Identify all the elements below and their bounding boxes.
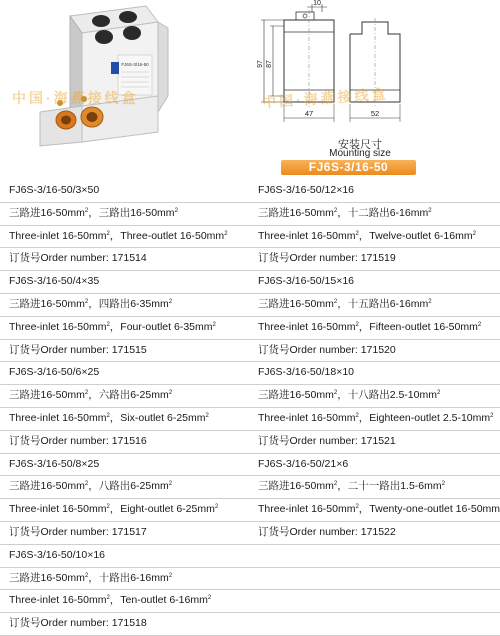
cell-text-rest: ，二十一路出1.5-6mm: [337, 480, 442, 493]
cell-text-rest: ，三路出16-50mm: [88, 206, 175, 219]
right-cell: [250, 385, 500, 407]
cell-text: 三路进16-50mm: [258, 389, 334, 402]
cell-text: Three-inlet 16-50mm: [258, 320, 356, 333]
right-cell: [250, 340, 500, 362]
cell-text-rest: ，十五路出6-16mm: [337, 297, 429, 310]
cell-superscript: 2: [84, 390, 89, 397]
photo-label-text: FJ6S-3/16-50: [121, 62, 149, 67]
right-cell: [250, 180, 500, 202]
cell-superscript: 2: [168, 572, 173, 579]
table-row: [0, 499, 500, 522]
cell-text-rest: ，六路出6-25mm: [88, 389, 169, 402]
cell-text-rest: ，八路出6-25mm: [88, 480, 169, 493]
left-cell: [0, 362, 250, 384]
cell-text-rest: ，Twelve-outlet 6-16mm: [358, 229, 473, 242]
right-cell: [250, 203, 500, 225]
mounting-label-cn: 安装尺寸: [338, 139, 382, 151]
cell-superscript: 2: [355, 230, 359, 237]
cell-text: Three-inlet 16-50mm: [9, 503, 107, 516]
right-cell: [250, 499, 500, 521]
cell-text: FJ6S-3/16-50/3×50: [9, 184, 100, 196]
cell-superscript: 2: [490, 412, 494, 419]
cell-superscript: 2: [333, 207, 338, 214]
table-row: [0, 408, 500, 431]
cell-text-rest: ，Eighteen-outlet 2.5-10mm: [358, 411, 491, 424]
table-row: [0, 454, 500, 477]
dim-top: 10: [313, 0, 321, 7]
cell-superscript: 2: [477, 321, 482, 328]
right-cell: [250, 317, 500, 339]
cell-superscript: 2: [333, 298, 338, 305]
left-cell: [0, 271, 250, 293]
table-row: [0, 271, 500, 294]
cell-text: 订货号Order number: 171522: [258, 525, 396, 538]
right-cell: [250, 454, 500, 476]
right-cell: [250, 568, 500, 590]
cell-text: 三路进16-50mm: [9, 571, 85, 584]
left-cell: [0, 317, 250, 339]
cell-text: FJ6S-3/16-50/12×16: [258, 184, 355, 196]
cell-text: FJ6S-3/16-50/21×6: [258, 457, 349, 470]
cell-text-rest: ，Ten-outlet 6-16mm: [109, 594, 208, 607]
table-row: [0, 476, 500, 499]
right-cell: [250, 590, 500, 612]
cell-superscript: 2: [174, 207, 178, 214]
left-cell: [0, 226, 250, 248]
left-cell: [0, 431, 250, 453]
left-cell: [0, 248, 250, 270]
table-row: [0, 226, 500, 249]
right-cell: [250, 248, 500, 270]
cell-text: 三路进16-50mm: [9, 297, 85, 310]
cell-text-rest: ，十八路出2.5-10mm: [337, 389, 437, 402]
cell-superscript: 2: [214, 504, 219, 511]
cell-superscript: 2: [355, 504, 359, 511]
dim-height-inner: 87: [266, 60, 273, 68]
cell-text: FJ6S-3/16-50/15×16: [258, 275, 355, 288]
table-row: [0, 294, 500, 317]
table-row: [0, 385, 500, 408]
cell-text: 三路进16-50mm: [258, 480, 334, 493]
cell-text: Three-inlet 16-50mm: [9, 411, 107, 424]
table-row: [0, 431, 500, 454]
cell-superscript: 2: [207, 595, 212, 602]
cell-text-rest: ，Eight-outlet 6-25mm: [109, 503, 215, 516]
cell-text: 订货号Order number: 171515: [9, 343, 147, 356]
watermark: 中国·海燕接线盒: [261, 85, 390, 111]
cell-text: 三路进16-50mm: [9, 480, 85, 493]
spec-table: [0, 180, 500, 636]
table-row: [0, 340, 500, 363]
right-cell: [250, 476, 500, 498]
left-cell: [0, 385, 250, 407]
right-cell: [250, 545, 500, 567]
cell-text: FJ6S-3/16-50/8×25: [9, 457, 100, 470]
cell-text: 订货号Order number: 171514: [9, 252, 147, 265]
cell-superscript: 2: [428, 207, 432, 214]
cell-text: Three-inlet 16-50mm: [9, 229, 107, 242]
cell-text: 三路进16-50mm: [258, 297, 334, 310]
left-cell: [0, 568, 250, 590]
cell-superscript: 2: [84, 481, 89, 488]
cell-text: FJ6S-3/16-50/18×10: [258, 366, 355, 379]
cell-superscript: 2: [224, 230, 228, 237]
cell-superscript: 2: [106, 321, 110, 328]
table-row: [0, 362, 500, 385]
right-cell: [250, 613, 500, 635]
mounting-label-en: Mounting size: [329, 148, 391, 159]
right-cell: [250, 431, 500, 453]
cell-superscript: 2: [428, 298, 432, 305]
cell-superscript: 2: [106, 504, 110, 511]
cell-text-rest: ，Four-outlet 6-35mm: [109, 320, 213, 333]
cell-text: Three-inlet 16-50mm: [258, 229, 356, 242]
cell-text: 三路进16-50mm: [258, 206, 334, 219]
cell-text: 订货号Order number: 171519: [258, 252, 396, 265]
table-row: [0, 522, 500, 545]
cell-text-rest: ，十二路出6-16mm: [337, 206, 429, 219]
left-cell: [0, 294, 250, 316]
right-cell: [250, 226, 500, 248]
cell-superscript: 2: [106, 412, 110, 419]
left-cell: [0, 522, 250, 544]
left-cell: [0, 203, 250, 225]
model-badge: FJ6S-3/16-50: [281, 160, 416, 175]
cell-text-rest: ，Twenty-one-outlet 16-50mm: [358, 503, 500, 516]
left-cell: [0, 613, 250, 635]
cell-superscript: 2: [205, 412, 209, 419]
cell-text-rest: ，四路出6-35mm: [88, 297, 169, 310]
cell-superscript: 2: [84, 207, 89, 214]
dim-height-outer: 97: [257, 60, 264, 68]
left-cell: [0, 454, 250, 476]
left-cell: [0, 499, 250, 521]
table-row: [0, 248, 500, 271]
cell-superscript: 2: [168, 481, 173, 488]
cell-text: 三路进16-50mm: [9, 206, 85, 219]
dim-width-side: 52: [370, 109, 380, 118]
watermark: 中国·海燕接线盒: [12, 90, 139, 106]
cell-text-rest: ，Three-outlet 16-50mm: [109, 229, 225, 242]
dim-width-front: 47: [304, 109, 314, 118]
cell-text: 订货号Order number: 171520: [258, 343, 396, 356]
cell-superscript: 2: [355, 412, 359, 419]
cell-text: FJ6S-3/16-50/4×35: [9, 275, 100, 288]
table-row: [0, 590, 500, 613]
table-row: [0, 568, 500, 591]
cell-text: 订货号Order number: 171521: [258, 434, 396, 447]
cell-text: 订货号Order number: 171518: [9, 617, 147, 630]
right-cell: [250, 362, 500, 384]
right-cell: [250, 408, 500, 430]
cell-text: 订货号Order number: 171517: [9, 525, 147, 538]
cell-text-rest: ，十路出6-16mm: [88, 571, 169, 584]
left-cell: [0, 340, 250, 362]
left-cell: [0, 180, 250, 202]
right-cell: [250, 522, 500, 544]
mounting-drawing: [252, 0, 500, 135]
table-row: [0, 317, 500, 340]
table-row: [0, 203, 500, 226]
table-row: [0, 180, 500, 203]
cell-superscript: 2: [333, 481, 338, 488]
cell-text: Three-inlet 16-50mm: [258, 503, 356, 516]
product-header: [0, 0, 500, 180]
cell-superscript: 2: [212, 321, 216, 328]
cell-text: FJ6S-3/16-50/10×16: [9, 548, 106, 561]
cell-superscript: 2: [436, 390, 441, 397]
cell-superscript: 2: [84, 572, 89, 579]
left-cell: [0, 545, 250, 567]
cell-superscript: 2: [84, 298, 89, 305]
cell-superscript: 2: [355, 321, 359, 328]
cell-text: 订货号Order number: 171516: [9, 434, 147, 447]
cell-text: Three-inlet 16-50mm: [9, 594, 107, 607]
cell-superscript: 2: [168, 298, 173, 305]
right-cell: [250, 271, 500, 293]
cell-text-rest: ，Fifteen-outlet 16-50mm: [358, 320, 478, 333]
cell-superscript: 2: [333, 390, 338, 397]
cell-text-rest: ，Six-outlet 6-25mm: [109, 411, 206, 424]
cell-text: 三路进16-50mm: [9, 389, 85, 402]
table-row: [0, 545, 500, 568]
cell-text: Three-inlet 16-50mm: [258, 411, 356, 424]
cell-superscript: 2: [106, 595, 110, 602]
cell-superscript: 2: [168, 390, 173, 397]
left-cell: [0, 476, 250, 498]
cell-superscript: 2: [472, 230, 476, 237]
left-cell: [0, 408, 250, 430]
cell-text: FJ6S-3/16-50/6×25: [9, 366, 100, 379]
left-cell: [0, 590, 250, 612]
table-row: [0, 613, 500, 636]
cell-text: Three-inlet 16-50mm: [9, 320, 107, 333]
cell-superscript: 2: [106, 230, 110, 237]
right-cell: [250, 294, 500, 316]
cell-superscript: 2: [441, 481, 445, 488]
